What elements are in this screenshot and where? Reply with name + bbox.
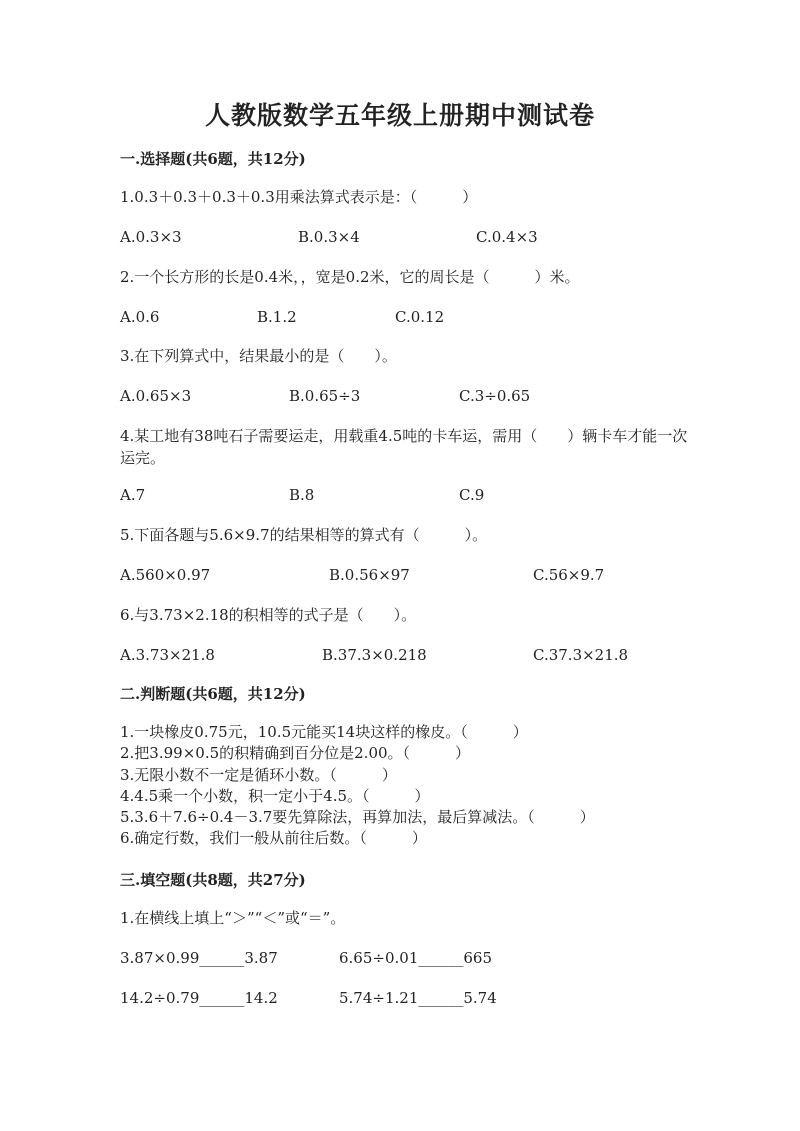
option-b[interactable]: B.1.2 <box>257 308 297 326</box>
question-stem: 3.在下列算式中，结果最小的是（ ）。 <box>120 347 397 365</box>
option-a[interactable]: A.0.3×3 <box>120 228 182 246</box>
question-stem: 5.下面各题与5.6×9.7的结果相等的算式有（ ）。 <box>120 526 488 544</box>
judge-item: 1.一块橡皮0.75元，10.5元能买14块这样的橡皮。（ ） <box>120 723 528 741</box>
fill-row <box>120 947 700 969</box>
section-heading-choice: 一.选择题(共6题，共12分) <box>120 150 306 168</box>
option-row <box>120 564 700 586</box>
option-b[interactable]: B.37.3×0.218 <box>322 646 427 664</box>
fill-blank-item[interactable]: 6.65÷0.01______665 <box>339 949 492 967</box>
fill-row <box>120 987 700 1009</box>
option-c[interactable]: C.37.3×21.8 <box>533 646 629 664</box>
option-c[interactable]: C.56×9.7 <box>533 566 605 584</box>
judge-item: 5.3.6＋7.6÷0.4－3.7要先算除法，再算加法，最后算减法。（ ） <box>120 808 595 827</box>
question-stem: 4.某工地有38吨石子需要运走，用载重4.5吨的卡车运，需用（ ）辆卡车才能一次运完。 <box>120 427 688 467</box>
option-b[interactable]: B.0.3×4 <box>298 228 360 246</box>
question-stem: 1.在横线上填上“＞”“＜”或“＝”。 <box>120 909 346 927</box>
option-b[interactable]: B.0.65÷3 <box>289 387 361 405</box>
option-row <box>120 644 700 666</box>
option-c[interactable]: C.0.4×3 <box>476 228 538 246</box>
option-c[interactable]: C.0.12 <box>395 308 445 326</box>
option-a[interactable]: A.0.6 <box>120 308 160 326</box>
fill-blank-item[interactable]: 14.2÷0.79______14.2 <box>120 989 278 1007</box>
page-title: 人教版数学五年级上册期中测试卷 <box>204 101 595 130</box>
option-a[interactable]: A.7 <box>120 486 146 504</box>
option-b[interactable]: B.0.56×97 <box>329 566 410 584</box>
option-row <box>120 385 700 407</box>
option-a[interactable]: A.560×0.97 <box>120 566 211 584</box>
option-b[interactable]: B.8 <box>289 486 315 504</box>
section-heading-judge: 二.判断题(共6题，共12分) <box>120 685 306 703</box>
section-heading-fill: 三.填空题(共8题，共27分) <box>120 871 306 889</box>
option-row <box>120 306 700 328</box>
question-stem: 2.一个长方形的长是0.4米，，宽是0.2米，它的周长是（ ）米。 <box>120 268 580 286</box>
option-row <box>120 226 700 248</box>
judge-item: 2.把3.99×0.5的积精确到百分位是2.00。（ ） <box>120 744 471 763</box>
fill-blank-item[interactable]: 5.74÷1.21______5.74 <box>339 989 497 1007</box>
option-a[interactable]: A.0.65×3 <box>120 387 192 405</box>
option-a[interactable]: A.3.73×21.8 <box>120 646 215 664</box>
option-row <box>120 484 700 506</box>
question-stem: 6.与3.73×2.18的积相等的式子是（ ）。 <box>120 606 417 624</box>
option-c[interactable]: C.9 <box>459 486 485 504</box>
judge-item: 3.无限小数不一定是循环小数。（ ） <box>120 765 397 784</box>
judge-item: 4.4.5乘一个小数，积一定小于4.5。（ ） <box>120 786 430 805</box>
question-stem: 1.0.3＋0.3＋0.3＋0.3用乘法算式表示是：（ ） <box>120 188 478 206</box>
judge-item: 6.确定行数，我们一般从前往后数。（ ） <box>120 829 427 848</box>
judge-list <box>120 722 595 850</box>
fill-blank-item[interactable]: 3.87×0.99______3.87 <box>120 949 278 967</box>
option-c[interactable]: C.3÷0.65 <box>459 387 531 405</box>
